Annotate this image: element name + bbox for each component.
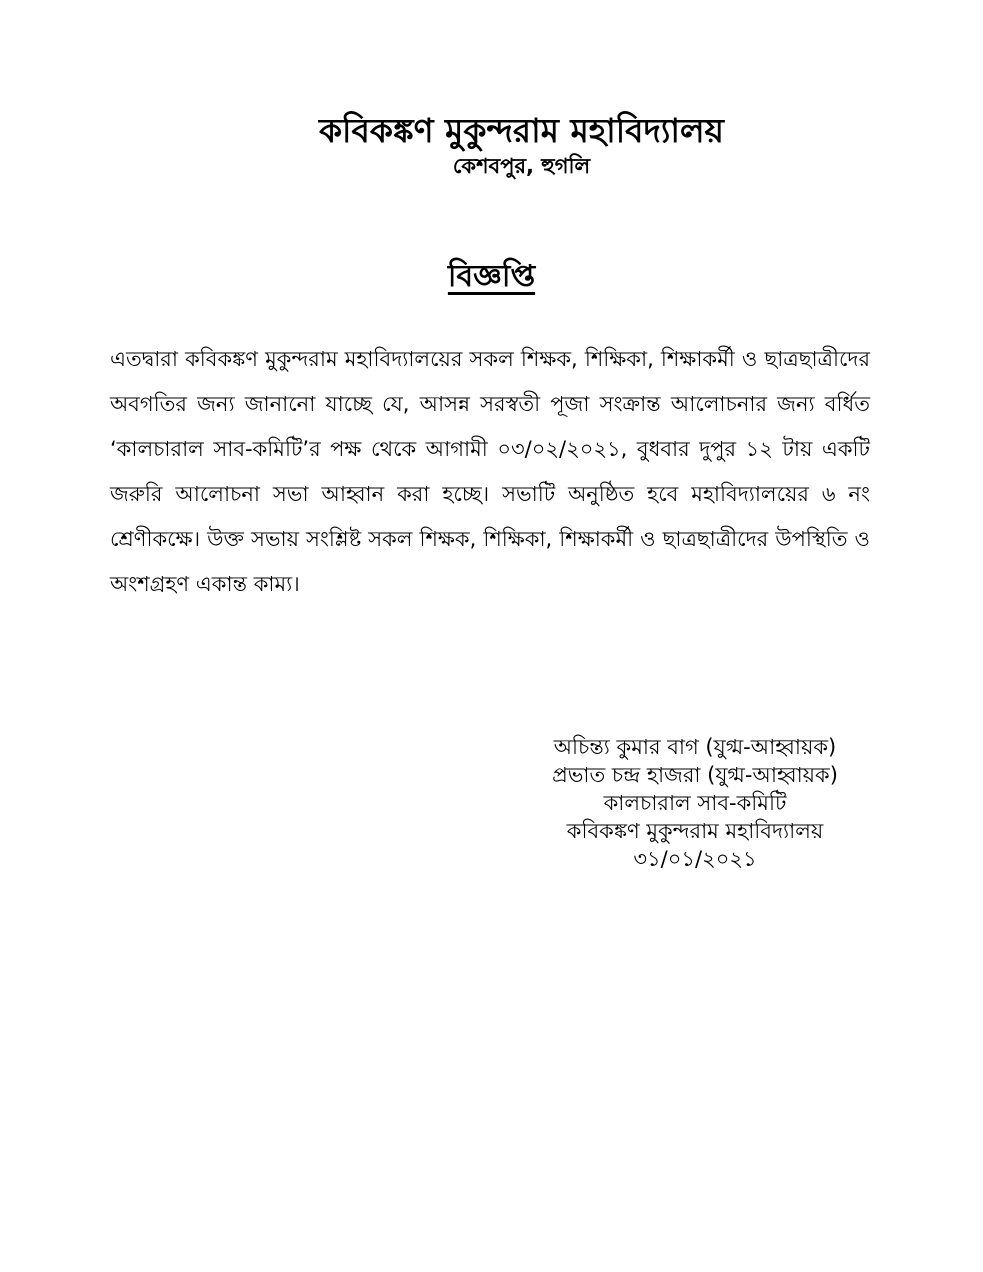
committee-name: কালচারাল সাব-কমিটি [603,791,787,815]
notice-title-container [0,252,983,303]
notice-title: বিজ্ঞপ্তি [447,259,536,294]
signature-block [515,733,875,873]
signature-date: ৩১/০১/২০২১ [633,847,757,871]
notice-body: এতদ্বারা কবিকঙ্কণ মুকুন্দরাম মহাবিদ্যালয়ের সকল শিক্ষক, শিক্ষিকা, শিক্ষাকর্মী ও ছাত্রছাত্রীদের অবগতির জন্য জানানো যাচ্ছে যে, আসন্ন সরস্বতী পূজা সংক্রান্ত আলোচনার জন্য বর্ধিত ‘কালচারাল সাব-কমিটি’র পক্ষ থেকে আগামী ০৩/০২/২০২১, বুধবার দুপুর ১২ টায় একটি জরুরি আলোচনা সভা আহ্বান করা হচ্ছে। সভাটি অনুষ্ঠিত হবে মহাবিদ্যালয়ের ৬ নং শ্রেণীকক্ষে। উক্ত সভায় সংশ্লিষ্ট সকল শিক্ষক, শিক্ষিকা, শিক্ষাকর্মী ও ছাত্রছাত্রীদের উপস্থিতি ও অংশগ্রহণ একান্ত কাম্য। [110,347,870,596]
college-address: কেশবপুর, হুগলি [452,154,591,178]
signatory-2: প্রভাত চন্দ্র হাজরা (যুগ্ম-আহ্বায়ক) [552,763,838,787]
college-name: কবিকঙ্কণ মুকুন্দরাম মহাবিদ্যালয় [318,111,725,150]
signatory-1: অচিন্ত্য কুমার বাগ (যুগ্ম-আহ্বায়ক) [553,735,837,759]
signature-college-name: কবিকঙ্কণ মুকুন্দরাম মহাবিদ্যালয় [566,819,824,843]
letterhead [0,110,983,180]
